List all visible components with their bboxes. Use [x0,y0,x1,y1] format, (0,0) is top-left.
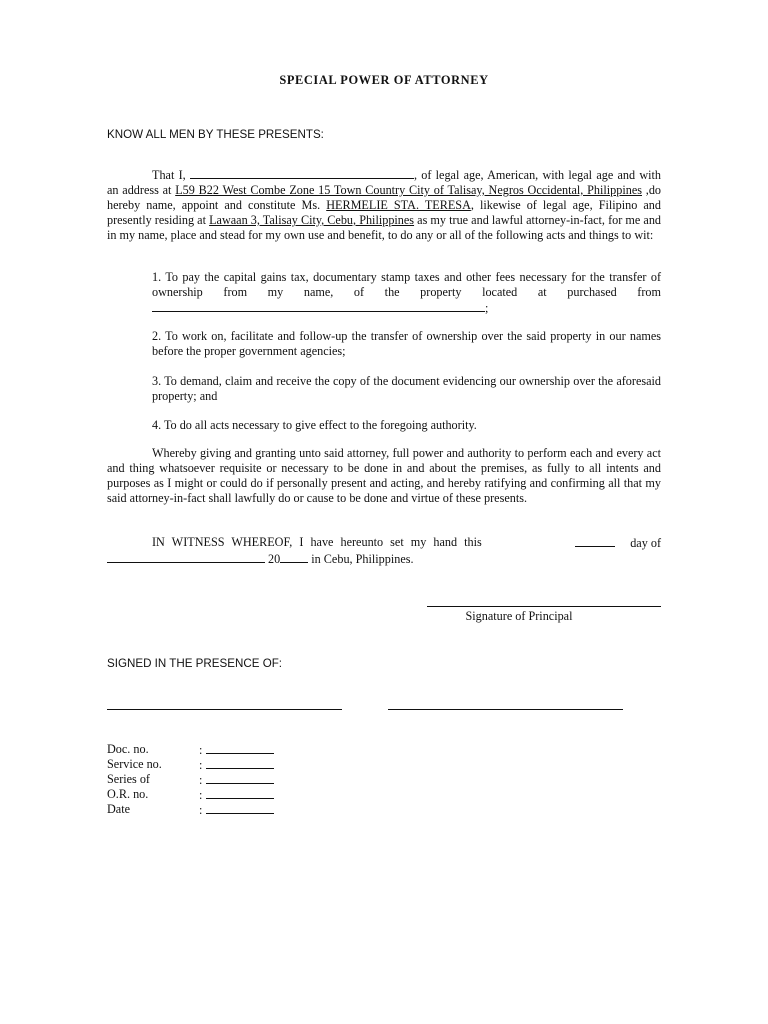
witness-text-2: day of [630,536,661,550]
notary-row-doc-no [107,742,149,757]
notary-label: Date [107,802,131,816]
item-4: 4. To do all acts necessary to give effect to the foregoing authority. [152,418,477,432]
notary-label: Series of [107,772,150,786]
day-blank[interactable] [575,535,615,547]
whereby-paragraph: Whereby giving and granting unto said attorney, full power and authority to perform each and every act and thing whatsoever requisite or necessary to be done in and about the premises, as fully to all intents and purposes as I might or could do if personally present and acting, and hereby ratifying and confirming all that my said attorney-in-fact shall lawfully do or cause to be done and virtue of these presents. [107,446,661,505]
property-location-blank[interactable] [152,300,485,312]
notary-label: Doc. no. [107,742,149,756]
witness-text-3: in Cebu, Philippines. [311,552,414,566]
intro-residing: , likewise of legal age, Filipino and presently residing at [107,198,661,227]
notary-label: Service no. [107,757,162,771]
item-1-end: ; [485,301,489,315]
item-2: 2. To work on, facilitate and follow-up the transfer of ownership over the said property in our names before the proper government agencies; [152,329,661,358]
notary-blank[interactable] [206,757,274,769]
document-title: SPECIAL POWER OF ATTORNEY [279,73,489,87]
witness-1-signature-line[interactable] [107,709,342,710]
principal-name-blank[interactable] [190,167,414,179]
notary-row-series-of [107,772,150,787]
intro-paragraph [107,167,661,243]
notary-row-service-no [107,757,162,772]
attorney-residence: Lawaan 3, Talisay City, Cebu, Philippines [209,213,415,227]
intro-rest: as my true and lawful attorney-in-fact, for me and in my name, place and stead for my own use and benefit, to do any or all of the following acts and things to wit: [107,213,662,242]
principal-signature-line[interactable] [427,606,661,607]
year-blank[interactable] [280,551,308,563]
item-3: 3. To demand, claim and receive the copy of the document evidencing our ownership over the aforesaid property; and [152,374,661,403]
witness-2-signature-line[interactable] [388,709,623,710]
intro-lead: That I, [152,168,186,182]
item-1-text: 1. To pay the capital gains tax, documentary stamp taxes and other fees necessary for the transfer of ownership from my name, of the property located at purchased from [152,270,661,299]
intro-after-blank: , of legal age, American, with legal age and with an address at [107,168,661,197]
notary-label: O.R. no. [107,787,149,801]
notary-row-date [107,802,130,817]
notary-field-doc-no: : [199,742,274,758]
notary-blank[interactable] [206,742,274,754]
notary-field-or-no: : [199,787,274,803]
month-blank[interactable] [107,551,265,563]
signed-presence-heading: SIGNED IN THE PRESENCE OF: [107,657,283,670]
notary-field-series-of: : [199,772,274,788]
witness-paragraph [107,535,661,567]
year-prefix: 20 [268,552,281,566]
signature-label: Signature of Principal [465,609,573,623]
witness-text-1: IN WITNESS WHEREOF, I have hereunto set my hand this [152,535,482,549]
notary-field-service-no: : [199,757,274,773]
attorney-name: HERMELIE STA. TERESA [326,198,471,212]
principal-address: L59 B22 West Combe Zone 15 Town Country City of Talisay, Negros Occidental, Philippines [175,183,642,197]
notary-blank[interactable] [206,802,274,814]
salutation: KNOW ALL MEN BY THESE PRESENTS: [107,128,324,141]
item-1 [152,270,661,316]
notary-blank[interactable] [206,787,274,799]
notary-blank[interactable] [206,772,274,784]
notary-field-date: : [199,802,274,818]
notary-row-or-no [107,787,148,802]
intro-appoint: ,do hereby name, appoint and constitute Ms. [107,183,661,212]
